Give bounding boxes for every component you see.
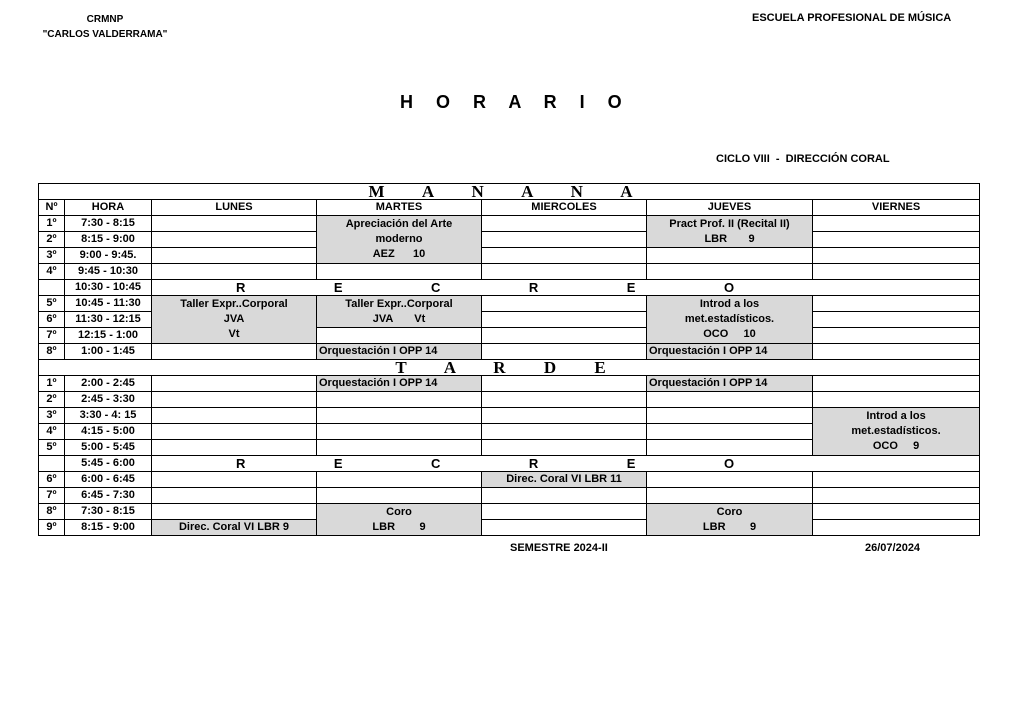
empty-cell	[813, 264, 980, 280]
course-line: Taller Expr..Corporal	[345, 297, 453, 310]
schedule-table	[38, 183, 980, 536]
table-row	[39, 520, 980, 536]
empty-cell	[482, 392, 647, 408]
empty-cell	[813, 376, 980, 392]
period-number: 2º	[39, 232, 65, 248]
course-cell: Orquestación I OPP 14	[317, 344, 482, 360]
period-number: 1º	[39, 376, 65, 392]
empty-cell	[317, 488, 482, 504]
table-row	[39, 264, 980, 280]
empty-cell	[152, 344, 317, 360]
period-time: 1:00 - 1:45	[65, 344, 152, 360]
course-line: OCO 9	[872, 440, 920, 452]
empty-cell	[813, 344, 980, 360]
table-row	[39, 296, 980, 312]
course-line: met.estadísticos.	[851, 425, 941, 437]
table-row	[39, 344, 980, 360]
empty-cell	[482, 440, 647, 456]
period-number: 3º	[39, 248, 65, 264]
course-block	[647, 296, 813, 344]
period-time: 5:45 - 6:00	[65, 456, 152, 472]
empty-cell	[482, 488, 647, 504]
column-header: JUEVES	[647, 200, 813, 216]
recreo-letter: O	[723, 280, 735, 295]
section-row	[39, 360, 980, 376]
empty-cell	[317, 440, 482, 456]
institution-name: CRMNP	[86, 14, 124, 25]
empty-cell	[813, 328, 980, 344]
course-line: moderno	[375, 233, 423, 245]
period-time: 9:00 - 9:45.	[65, 248, 152, 264]
period-time: 11:30 - 12:15	[65, 312, 152, 328]
course-line: LBR 9	[372, 520, 426, 533]
empty-cell	[482, 408, 647, 424]
recreo-letter: E	[333, 280, 343, 295]
empty-cell	[152, 216, 317, 232]
institution-block	[30, 12, 180, 42]
table-row	[39, 392, 980, 408]
table-row	[39, 488, 980, 504]
table-row	[39, 216, 980, 232]
period-number: 9º	[39, 520, 65, 536]
period-time: 10:45 - 11:30	[65, 296, 152, 312]
empty-cell	[647, 488, 813, 504]
empty-cell	[647, 472, 813, 488]
period-time: 4:15 - 5:00	[65, 424, 152, 440]
empty-cell	[813, 472, 980, 488]
recreo-row	[39, 456, 980, 472]
column-header: LUNES	[152, 200, 317, 216]
empty-cell	[482, 296, 647, 312]
period-number: 6º	[39, 312, 65, 328]
column-header: MIERCOLES	[482, 200, 647, 216]
recreo-letter: E	[333, 456, 343, 471]
recreo-letter: C	[431, 456, 441, 471]
empty-cell	[317, 424, 482, 440]
period-number: 5º	[39, 296, 65, 312]
period-time: 2:45 - 3:30	[65, 392, 152, 408]
course-line: Taller Expr..Corporal	[180, 298, 288, 310]
empty-cell	[813, 312, 980, 328]
course-line: Introd a los	[866, 410, 926, 422]
period-number: 8º	[39, 504, 65, 520]
recreo-letter: E	[626, 280, 636, 295]
empty-cell	[647, 392, 813, 408]
course-line: Introd a los	[699, 298, 760, 310]
table-row	[39, 504, 980, 520]
course-block	[317, 296, 482, 328]
table-row	[39, 472, 980, 488]
period-time: 5:00 - 5:45	[65, 440, 152, 456]
course-cell: Direc. Coral VI LBR 11	[482, 472, 647, 488]
course-line: OCO 10	[703, 328, 756, 340]
course-block	[317, 216, 482, 264]
course-line: LBR 9	[702, 520, 757, 533]
period-number: 5º	[39, 440, 65, 456]
recreo-letter: R	[236, 456, 246, 471]
column-header: HORA	[65, 200, 152, 216]
empty-cell	[482, 376, 647, 392]
empty-cell	[813, 232, 980, 248]
section-row	[39, 184, 980, 200]
recreo-row	[39, 280, 980, 296]
empty-cell	[317, 472, 482, 488]
recreo-letter: E	[626, 456, 636, 471]
period-time: 6:45 - 7:30	[65, 488, 152, 504]
recreo-label	[154, 457, 977, 470]
empty-cell	[647, 248, 813, 264]
empty-cell	[152, 488, 317, 504]
recreo-label	[154, 281, 977, 294]
recreo-letter: R	[236, 280, 246, 295]
empty-cell	[482, 520, 647, 536]
course-line: Vt	[228, 328, 240, 340]
table-row	[39, 408, 980, 424]
table-row	[39, 248, 980, 264]
period-time: 12:15 - 1:00	[65, 328, 152, 344]
course-cell: Orquestación I OPP 14	[647, 376, 813, 392]
empty-cell	[813, 296, 980, 312]
empty-cell	[317, 392, 482, 408]
course-line: Pract Prof. II (Recital II)	[669, 217, 790, 230]
course-block	[813, 408, 980, 456]
course-line: Coro	[386, 505, 412, 518]
course-line: JVA Vt	[372, 312, 426, 325]
period-number: 2º	[39, 392, 65, 408]
header-row	[39, 200, 980, 216]
course-cell: Orquestación I OPP 14	[317, 376, 482, 392]
course-cell: Direc. Coral VI LBR 9	[152, 520, 317, 536]
empty-cell	[647, 408, 813, 424]
column-header: MARTES	[317, 200, 482, 216]
empty-cell	[152, 472, 317, 488]
empty-cell	[152, 440, 317, 456]
empty-cell	[317, 408, 482, 424]
empty-cell	[813, 488, 980, 504]
empty-cell	[152, 408, 317, 424]
period-time: 8:15 - 9:00	[65, 232, 152, 248]
empty-cell	[152, 424, 317, 440]
empty-cell	[482, 248, 647, 264]
empty-cell	[482, 424, 647, 440]
column-header: VIERNES	[813, 200, 980, 216]
empty-cell	[482, 264, 647, 280]
empty-cell	[482, 232, 647, 248]
cycle-label: CICLO VIII - DIRECCIÓN CORAL	[716, 153, 890, 165]
course-block	[152, 296, 317, 344]
empty-cell	[647, 264, 813, 280]
empty-cell	[152, 392, 317, 408]
empty-cell	[152, 232, 317, 248]
empty-cell	[152, 504, 317, 520]
period-number	[39, 456, 65, 472]
date-label: 26/07/2024	[865, 542, 921, 554]
empty-cell	[482, 328, 647, 344]
period-time: 10:30 - 10:45	[65, 280, 152, 296]
period-number: 3º	[39, 408, 65, 424]
period-time: 2:00 - 2:45	[65, 376, 152, 392]
recreo-letter: C	[431, 280, 441, 295]
period-number: 6º	[39, 472, 65, 488]
course-line: met.estadísticos.	[684, 313, 775, 325]
empty-cell	[482, 216, 647, 232]
empty-cell	[813, 504, 980, 520]
page-title: H O R A R I O	[400, 92, 631, 112]
period-number	[39, 280, 65, 296]
recreo-letter: R	[528, 456, 539, 471]
afternoon-banner: T A R D E	[39, 360, 980, 376]
period-number: 7º	[39, 488, 65, 504]
school-name: ESCUELA PROFESIONAL DE MÚSICA	[752, 12, 952, 24]
course-block	[647, 216, 813, 248]
empty-cell	[482, 504, 647, 520]
empty-cell	[317, 328, 482, 344]
recreo-letter: O	[723, 456, 735, 471]
empty-cell	[482, 312, 647, 328]
empty-cell	[813, 248, 980, 264]
course-block	[647, 504, 813, 536]
period-number: 1º	[39, 216, 65, 232]
recreo-cell	[152, 456, 980, 472]
empty-cell	[813, 392, 980, 408]
recreo-letter: R	[528, 280, 539, 295]
course-block	[317, 504, 482, 536]
column-header: Nº	[39, 200, 65, 216]
empty-cell	[647, 440, 813, 456]
table-row	[39, 232, 980, 248]
period-number: 4º	[39, 424, 65, 440]
period-time: 7:30 - 8:15	[65, 504, 152, 520]
course-line: Coro	[716, 505, 743, 518]
period-time: 6:00 - 6:45	[65, 472, 152, 488]
period-time: 7:30 - 8:15	[65, 216, 152, 232]
empty-cell	[813, 216, 980, 232]
course-line: LBR 9	[704, 232, 755, 245]
course-line: Apreciación del Arte	[345, 218, 453, 230]
period-number: 4º	[39, 264, 65, 280]
period-number: 7º	[39, 328, 65, 344]
empty-cell	[152, 248, 317, 264]
empty-cell	[813, 520, 980, 536]
period-time: 9:45 - 10:30	[65, 264, 152, 280]
empty-cell	[647, 424, 813, 440]
empty-cell	[152, 376, 317, 392]
table-row	[39, 376, 980, 392]
course-line: JVA	[223, 313, 245, 325]
empty-cell	[482, 344, 647, 360]
empty-cell	[152, 264, 317, 280]
semester-label: SEMESTRE 2024-II	[510, 542, 608, 554]
period-time: 8:15 - 9:00	[65, 520, 152, 536]
course-cell: Orquestación I OPP 14	[647, 344, 813, 360]
morning-banner: M A N A N A	[39, 184, 980, 200]
course-line: AEZ 10	[372, 248, 426, 260]
recreo-cell	[152, 280, 980, 296]
period-number: 8º	[39, 344, 65, 360]
empty-cell	[317, 264, 482, 280]
period-time: 3:30 - 4: 15	[65, 408, 152, 424]
institution-subname: "CARLOS VALDERRAMA"	[42, 29, 168, 40]
